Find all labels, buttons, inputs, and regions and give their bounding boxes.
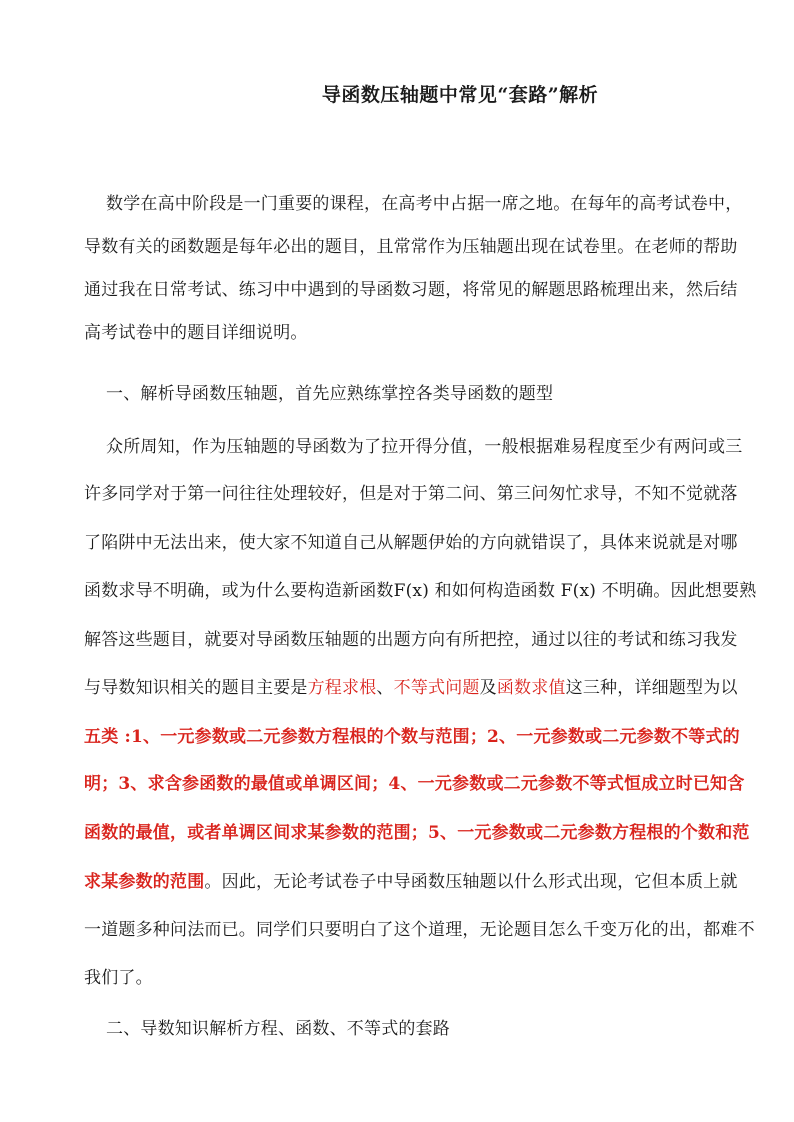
paragraph-2-line-6 xyxy=(84,677,738,699)
text-span: 与导数知识相关的题目主要是 xyxy=(84,678,308,698)
paragraph-2-line-4: 函数求导不明确，或为什么要构造新函数F(x) 和如何构造函数 F(x) 不明确。因此想要熟 xyxy=(84,581,757,601)
text-span: 。因此，无论考试卷子中导函数压轴题以什么形式出现，它但本质上就 xyxy=(204,872,738,892)
highlight-function-values: 函数求值 xyxy=(496,678,566,698)
page-title: 导函数压轴题中常见“套路”解析 xyxy=(321,84,599,106)
paragraph-2-line-8: 明；3、求含参函数的最值或单调区间；4、一元参数或二元参数不等式恒成立时已知含 xyxy=(84,774,745,794)
text-span: 及 xyxy=(479,678,497,698)
paragraph-2-line-11: 一道题多种问法而已。同学们只要明白了这个道理，无论题目怎么千变万化的出，都难不 xyxy=(84,920,755,940)
paragraph-1-line-2: 导数有关的函数题是每年必出的题目，且常常作为压轴题出现在试卷里。在老师的帮助 xyxy=(84,237,738,257)
highlight-parameter-range: 求某参数的范围 xyxy=(84,872,205,892)
paragraph-1-line-3: 通过我在日常考试、练习中中遇到的导函数习题，将常见的解题思路梳理出来，然后结 xyxy=(84,280,738,300)
paragraph-2-line-10 xyxy=(84,871,738,893)
text-span: 、 xyxy=(376,678,394,698)
paragraph-2-line-3: 了陷阱中无法出来，使大家不知道自己从解题伊始的方向就错误了，具体来说就是对哪 xyxy=(84,533,738,553)
paragraph-2-line-5: 解答这些题目，就要对导函数压轴题的出题方向有所把控，通过以往的考试和练习我发 xyxy=(84,630,738,650)
section-heading-2: 二、导数知识解析方程、函数、不等式的套路 xyxy=(106,1019,450,1039)
paragraph-2-line-9: 函数的最值，或者单调区间求某参数的范围；5、一元参数或二元参数方程根的个数和范 xyxy=(84,823,750,843)
text-span: 这三种，详细题型为以 xyxy=(565,678,738,698)
paragraph-2-line-2: 许多同学对于第一问往往处理较好，但是对于第二问、第三问匆忙求导，不知不觉就落 xyxy=(84,484,738,504)
paragraph-2-line-1: 众所周知，作为压轴题的导函数为了拉开得分值，一般根据难易程度至少有两问或三 xyxy=(106,437,743,457)
highlight-inequality-problems: 不等式问题 xyxy=(393,678,480,698)
section-heading-1: 一、解析导函数压轴题，首先应熟练掌控各类导函数的题型 xyxy=(106,384,554,404)
paragraph-2-line-7: 五类 :1、一元参数或二元参数方程根的个数与范围；2、一元参数或二元参数不等式的 xyxy=(84,727,740,747)
paragraph-1-line-1: 数学在高中阶段是一门重要的课程，在高考中占据一席之地。在每年的高考试卷中， xyxy=(106,194,743,214)
paragraph-1-line-4: 高考试卷中的题目详细说明。 xyxy=(84,323,308,343)
paragraph-2-line-12: 我们了。 xyxy=(84,968,153,988)
highlight-equation-roots: 方程求根 xyxy=(307,678,377,698)
